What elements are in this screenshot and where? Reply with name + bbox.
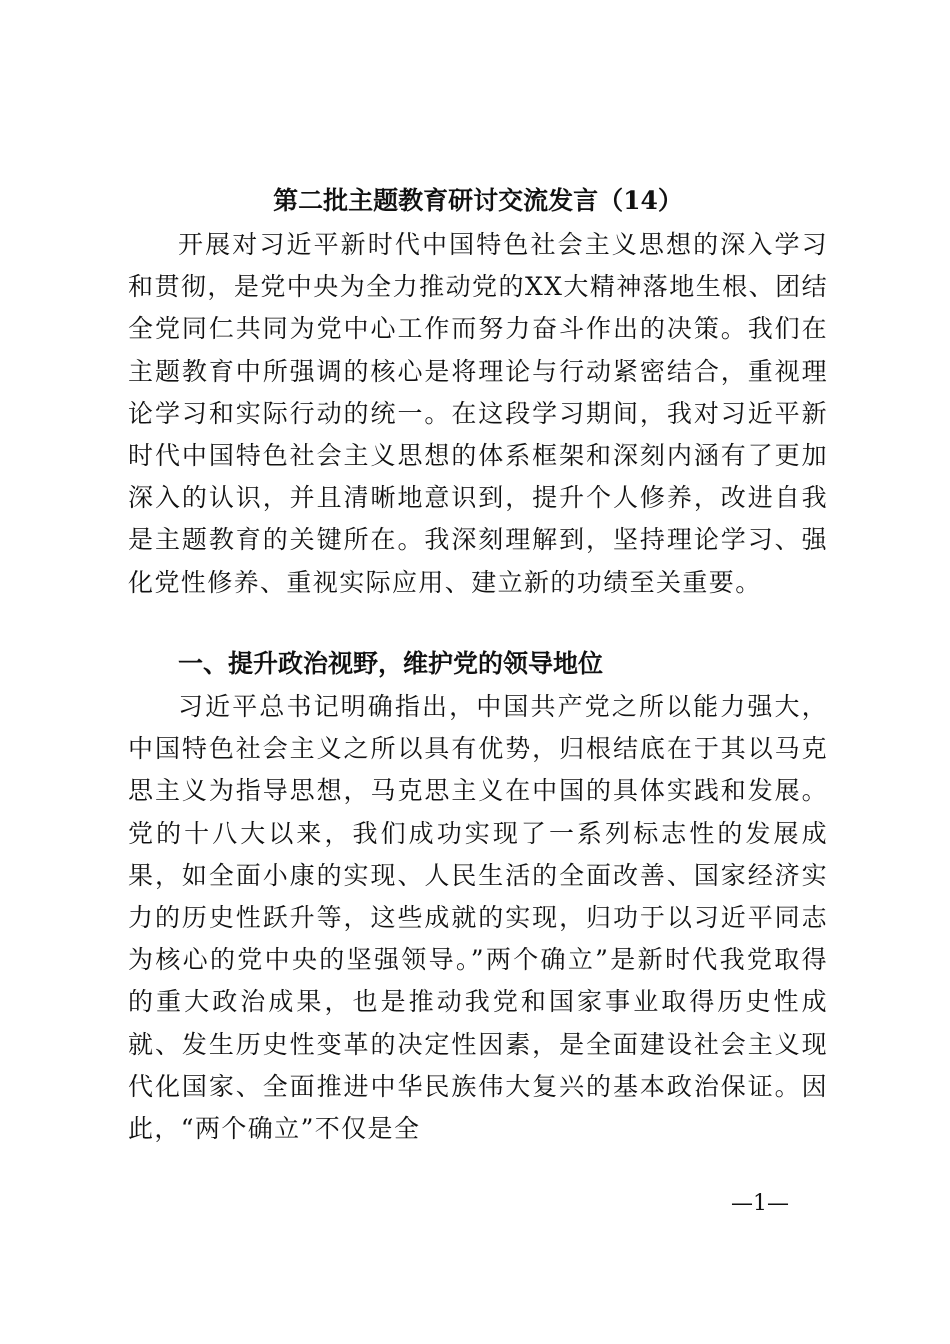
- page-number: —1—: [731, 1191, 789, 1216]
- intro-paragraph: 开展对习近平新时代中国特色社会主义思想的深入学习和贯彻，是党中央为全力推动党的XX大精神落地生根、团结全党同仁共同为党中心工作而努力奋斗作出的决策。我们在主题教育中所强调的核心是将理论与行动紧密结合，重视理论学习和实际行动的统一。在这段学习期间，我对习近平新时代中国特色社会主义思想的体系框架和深刻内涵有了更加深入的认识，并且清晰地意识到，提升个人修养，改进自我是主题教育的关键所在。我深刻理解到，坚持理论学习、强化党性修养、重视实际应用、建立新的功绩至关重要。: [128, 230, 828, 597]
- document-title: 第二批主题教育研讨交流发言（14）: [273, 186, 683, 215]
- section-heading: 一、提升政治视野，维护党的领导地位: [178, 649, 604, 678]
- section-paragraph: 习近平总书记明确指出，中国共产党之所以能力强大，中国特色社会主义之所以具有优势，归根结底在于其以马克思主义为指导思想，马克思主义在中国的具体实践和发展。党的十八大以来，我们成功实现了一系列标志性的发展成果，如全面小康的实现、人民生活的全面改善、国家经济实力的历史性跃升等，这些成就的实现，归功于以习近平同志为核心的党中央的坚强领导。”两个确立”是新时代我党取得的重大政治成果，也是推动我党和国家事业取得历史性成就、发生历史性变革的决定性因素，是全面建设社会主义现代化国家、全面推进中华民族伟大复兴的基本政治保证。因此，“两个确立”不仅是全: [128, 692, 828, 1144]
